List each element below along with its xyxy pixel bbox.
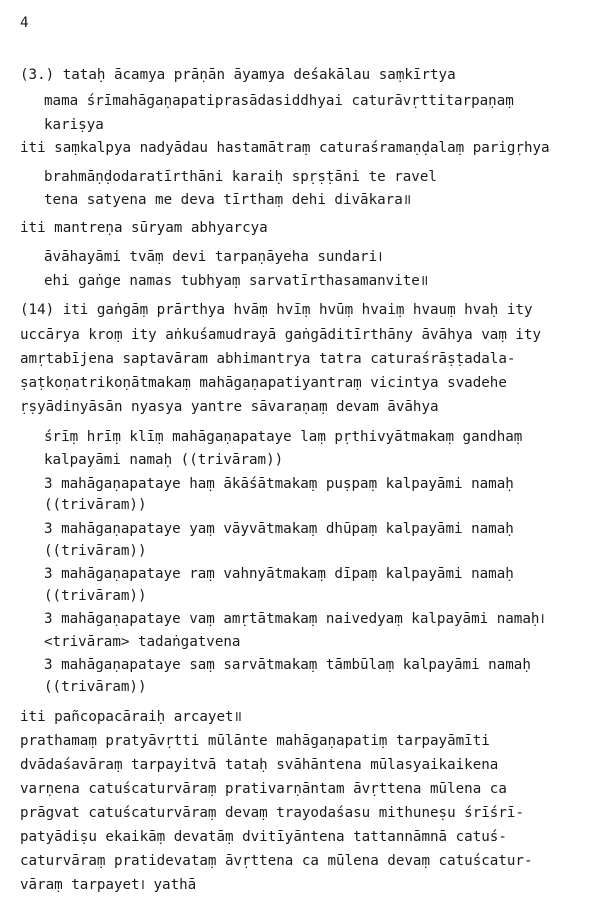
text-line: amṛtabījena saptavāram abhimantrya tatra caturaśrāṣṭadala- <box>20 351 516 367</box>
verse-line: tena satyena me deva tīrthaṃ dehi divākara॥ <box>44 192 412 208</box>
text-line: (3.) tataḥ ācamya prāṇān āyamya deśakālau saṃkīrtya <box>20 67 456 83</box>
text-line: prathamaṃ pratyāvṛtti mūlānte mahāgaṇapatiṃ tarpayāmīti <box>20 733 490 749</box>
text-line: vāraṃ tarpayet। yathā <box>20 877 197 893</box>
list-line: ((trivāram)) <box>44 543 147 559</box>
text-line: ṣaṭkoṇatrikoṇātmakaṃ mahāgaṇapatiyantraṃ vicintya svadehe <box>20 375 507 391</box>
list-line: ((trivāram)) <box>44 497 147 513</box>
list-line: śrīṃ hrīṃ klīṃ mahāgaṇapataye laṃ pṛthivyātmakaṃ gandhaṃ <box>44 429 523 445</box>
text-line: mama śrīmahāgaṇapatiprasādasiddhyai caturāvṛttitarpaṇaṃ <box>44 93 514 109</box>
list-line: ((trivāram)) <box>44 679 147 695</box>
text-line: varṇena catuścaturvāraṃ prativarṇāntam āvṛttena mūlena ca <box>20 781 507 797</box>
text-line: prāgvat catuścaturvāraṃ devaṃ trayodaśasu mithuneṣu śrīśrī- <box>20 805 524 821</box>
text-line: patyādiṣu ekaikāṃ devatāṃ dvitīyāntena tattannāmnā catuś- <box>20 829 507 845</box>
list-line: 3 mahāgaṇapataye yaṃ vāyvātmakaṃ dhūpaṃ kalpayāmi namaḥ <box>44 521 514 537</box>
list-line: <trivāram> tadaṅgatvena <box>44 634 241 650</box>
text-line: iti pañcopacāraiḥ arcayet॥ <box>20 709 243 725</box>
list-line: ((trivāram)) <box>44 588 147 604</box>
text-line: dvādaśavāraṃ tarpayitvā tataḥ svāhāntena mūlasyaikaikena <box>20 757 499 773</box>
text-line: caturvāraṃ pratidevataṃ āvṛttena ca mūlena devaṃ catuścatur- <box>20 853 533 869</box>
list-line: 3 mahāgaṇapataye vaṃ amṛtātmakaṃ naivedyaṃ kalpayāmi namaḥ। <box>44 611 545 627</box>
text-line: uccārya kroṃ ity aṅkuśamudrayā gaṅgāditīrthāny āvāhya vaṃ ity <box>20 327 542 343</box>
verse-line: ehi gaṅge namas tubhyaṃ sarvatīrthasamanvite॥ <box>44 273 429 289</box>
text-line: kariṣya <box>44 117 104 133</box>
list-line: kalpayāmi namaḥ ((trivāram)) <box>44 452 284 468</box>
text-line: ṛṣyādinyāsān nyasya yantre sāvaraṇaṃ devam āvāhya <box>20 399 439 415</box>
page-number: 4 <box>20 15 29 31</box>
list-line: 3 mahāgaṇapataye saṃ sarvātmakaṃ tāmbūlaṃ kalpayāmi namaḥ <box>44 657 531 673</box>
text-line: (14) iti gaṅgāṃ prārthya hvāṃ hvīṃ hvūṃ hvaiṃ hvauṃ hvaḥ ity <box>20 302 533 318</box>
verse-line: āvāhayāmi tvāṃ devi tarpaṇāyeha sundari। <box>44 249 383 265</box>
text-line: iti saṃkalpya nadyādau hastamātraṃ caturaśramaṇḍalaṃ parigṛhya <box>20 140 550 156</box>
list-line: 3 mahāgaṇapataye haṃ ākāśātmakaṃ puṣpaṃ kalpayāmi namaḥ <box>44 476 514 492</box>
list-line: 3 mahāgaṇapataye raṃ vahnyātmakaṃ dīpaṃ kalpayāmi namaḥ <box>44 566 514 582</box>
verse-line: brahmāṇḍodaratīrthāni karaiḥ spṛṣṭāni te ravel <box>44 169 437 185</box>
text-line: iti mantreṇa sūryam abhyarcya <box>20 220 268 236</box>
